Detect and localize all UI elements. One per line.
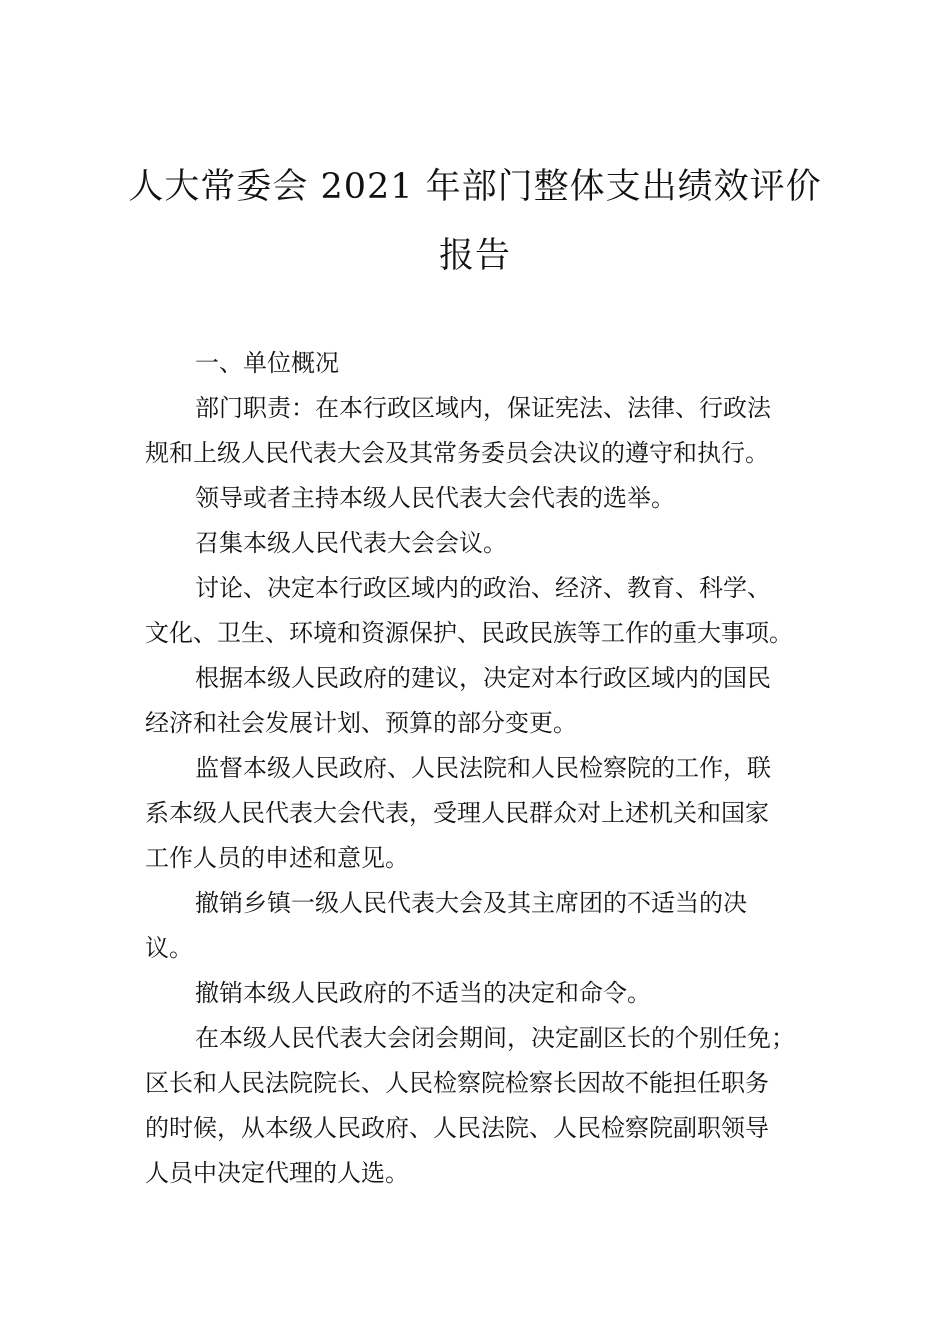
section-heading: 一、单位概况 bbox=[195, 349, 339, 377]
paragraph-line: 系本级人民代表大会代表，受理人民群众对上述机关和国家 bbox=[145, 799, 769, 827]
paragraph-line: 根据本级人民政府的建议，决定对本行政区域内的国民 bbox=[195, 664, 771, 692]
paragraph-line: 规和上级人民代表大会及其常务委员会决议的遵守和执行。 bbox=[145, 439, 769, 467]
paragraph-line: 讨论、决定本行政区域内的政治、经济、教育、科学、 bbox=[195, 574, 771, 602]
paragraph-line: 领导或者主持本级人民代表大会代表的选举。 bbox=[195, 484, 675, 512]
paragraph-line: 在本级人民代表大会闭会期间，决定副区长的个别任免； bbox=[195, 1024, 795, 1052]
paragraph-line: 监督本级人民政府、人民法院和人民检察院的工作，联 bbox=[195, 754, 771, 782]
paragraph-line: 撤销本级人民政府的不适当的决定和命令。 bbox=[195, 979, 651, 1007]
paragraph-line: 区长和人民法院院长、人民检察院检察长因故不能担任职务 bbox=[145, 1069, 769, 1097]
paragraph-line: 撤销乡镇一级人民代表大会及其主席团的不适当的决 bbox=[195, 889, 747, 917]
document-title-line-1: 人大常委会 2021 年部门整体支出绩效评价 bbox=[128, 167, 822, 207]
paragraph-line: 议。 bbox=[145, 934, 193, 962]
paragraph-line: 经济和社会发展计划、预算的部分变更。 bbox=[145, 709, 577, 737]
paragraph-line: 人员中决定代理的人选。 bbox=[145, 1159, 409, 1187]
document-body bbox=[145, 341, 825, 1196]
paragraph-line: 文化、卫生、环境和资源保护、民政民族等工作的重大事项。 bbox=[145, 619, 793, 647]
paragraph-line: 部门职责：在本行政区域内，保证宪法、法律、行政法 bbox=[195, 394, 771, 422]
paragraph-line: 召集本级人民代表大会会议。 bbox=[195, 529, 507, 557]
document-title-line-2: 报告 bbox=[438, 236, 511, 276]
paragraph-line: 的时候，从本级人民政府、人民法院、人民检察院副职领导 bbox=[145, 1114, 769, 1142]
paragraph-line: 工作人员的申述和意见。 bbox=[145, 844, 409, 872]
